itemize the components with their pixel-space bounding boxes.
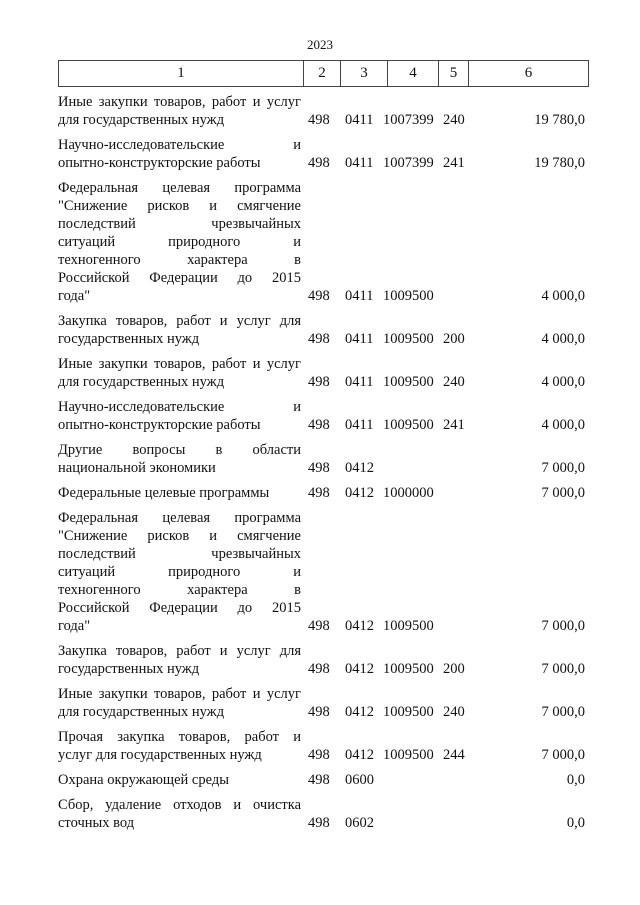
description-line: государственных нужд — [58, 661, 200, 677]
cell-c2: 498 — [308, 704, 330, 720]
cell-c6: 0,0 — [566, 772, 585, 788]
cell-c2: 498 — [308, 772, 330, 788]
cell-c4: 1009500 — [383, 747, 434, 763]
cell-c4: 1009500 — [383, 661, 434, 677]
cell-c3: 0412 — [345, 460, 374, 476]
row-description — [58, 728, 301, 764]
cell-c6: 7 000,0 — [541, 460, 585, 476]
row-description — [58, 93, 301, 129]
table-row — [0, 136, 640, 179]
cell-c6: 7 000,0 — [541, 485, 585, 501]
table-row — [0, 93, 640, 136]
cell-c3: 0411 — [345, 331, 374, 347]
cell-c3: 0412 — [345, 661, 374, 677]
description-line: Прочая закупка товаров, работ и — [58, 729, 301, 745]
cell-c6: 0,0 — [566, 815, 585, 831]
cell-c6: 7 000,0 — [541, 704, 585, 720]
row-description — [58, 398, 301, 434]
row-description — [58, 642, 301, 678]
cell-c6: 19 780,0 — [534, 112, 585, 128]
table-row — [0, 771, 640, 796]
cell-c5: 200 — [443, 661, 465, 677]
cell-c3: 0411 — [345, 155, 374, 171]
cell-c4: 1009500 — [383, 704, 434, 720]
description-line: для государственных нужд — [58, 704, 225, 720]
row-description — [58, 484, 301, 502]
row-description — [58, 441, 301, 477]
description-line: ситуаций природного и — [58, 564, 301, 580]
description-line: года" — [58, 618, 91, 634]
table-row — [0, 484, 640, 509]
table-row — [0, 509, 640, 642]
description-line: сточных вод — [58, 815, 135, 831]
header-col-6: 6 — [524, 65, 533, 81]
description-line: Другие вопросы в области — [58, 442, 301, 458]
cell-c2: 498 — [308, 417, 330, 433]
cell-c6: 4 000,0 — [541, 417, 585, 433]
table-row — [0, 312, 640, 355]
cell-c2: 498 — [308, 331, 330, 347]
header-col-1: 1 — [59, 61, 304, 86]
description-line: Иные закупки товаров, работ и услуг — [58, 356, 301, 372]
cell-c6: 4 000,0 — [541, 331, 585, 347]
description-line: Закупка товаров, работ и услуг для — [58, 643, 301, 659]
table-row — [0, 398, 640, 441]
cell-c3: 0600 — [345, 772, 374, 788]
cell-c4: 1007399 — [383, 155, 434, 171]
row-description — [58, 136, 301, 172]
cell-c6: 7 000,0 — [541, 618, 585, 634]
cell-c3: 0411 — [345, 112, 374, 128]
description-line: Федеральная целевая программа — [58, 180, 301, 196]
cell-c4: 1000000 — [383, 485, 434, 501]
cell-c3: 0412 — [345, 618, 374, 634]
cell-c2: 498 — [308, 815, 330, 831]
cell-c6: 7 000,0 — [541, 747, 585, 763]
description-line: Федеральные целевые программы — [58, 485, 270, 501]
description-line: Российской Федерации до 2015 — [58, 270, 301, 286]
cell-c3: 0412 — [345, 485, 374, 501]
description-line: для государственных нужд — [58, 374, 225, 390]
table-body — [0, 93, 640, 839]
description-line: Иные закупки товаров, работ и услуг — [58, 686, 301, 702]
row-description — [58, 796, 301, 832]
cell-c5: 240 — [443, 704, 465, 720]
description-line: опытно-конструкторские работы — [58, 417, 261, 433]
cell-c2: 498 — [308, 460, 330, 476]
cell-c5: 240 — [443, 374, 465, 390]
cell-c2: 498 — [308, 485, 330, 501]
cell-c5: 240 — [443, 112, 465, 128]
cell-c3: 0411 — [345, 374, 374, 390]
header-col-3: 3 — [341, 61, 388, 86]
table-row — [0, 441, 640, 484]
cell-c5: 200 — [443, 331, 465, 347]
description-line: государственных нужд — [58, 331, 200, 347]
cell-c3: 0411 — [345, 417, 374, 433]
description-line: техногенного характера в — [58, 252, 301, 268]
description-line: Научно-исследовательские и — [58, 137, 301, 153]
description-line: Сбор, удаление отходов и очистка — [58, 797, 301, 813]
cell-c4: 1009500 — [383, 417, 434, 433]
cell-c6: 7 000,0 — [541, 661, 585, 677]
description-line: "Снижение рисков и смягчение — [58, 198, 301, 214]
table-row — [0, 685, 640, 728]
description-line: года" — [58, 288, 91, 304]
description-line: Федеральная целевая программа — [58, 510, 301, 526]
cell-c6: 4 000,0 — [541, 288, 585, 304]
description-line: услуг для государственных нужд — [58, 747, 262, 763]
cell-c2: 498 — [308, 618, 330, 634]
table-header — [58, 60, 589, 87]
cell-c3: 0412 — [345, 704, 374, 720]
description-line: опытно-конструкторские работы — [58, 155, 261, 171]
cell-c2: 498 — [308, 288, 330, 304]
year-label: 2023 — [307, 37, 333, 52]
description-line: Российской Федерации до 2015 — [58, 600, 301, 616]
row-description — [58, 509, 301, 635]
cell-c2: 498 — [308, 374, 330, 390]
table-row — [0, 355, 640, 398]
description-line: национальной экономики — [58, 460, 216, 476]
cell-c3: 0602 — [345, 815, 374, 831]
header-col-2: 2 — [304, 61, 341, 86]
description-line: Закупка товаров, работ и услуг для — [58, 313, 301, 329]
cell-c4: 1009500 — [383, 618, 434, 634]
row-description — [58, 771, 301, 789]
description-line: техногенного характера в — [58, 582, 301, 598]
table-row — [0, 796, 640, 839]
row-description — [58, 179, 301, 305]
table-row — [0, 728, 640, 771]
cell-c6: 4 000,0 — [541, 374, 585, 390]
description-line: последствий чрезвычайных — [58, 216, 301, 232]
table-row — [0, 179, 640, 312]
cell-c4: 1009500 — [383, 288, 434, 304]
table-row — [0, 642, 640, 685]
row-description — [58, 312, 301, 348]
cell-c6: 19 780,0 — [534, 155, 585, 171]
cell-c2: 498 — [308, 112, 330, 128]
cell-c4: 1007399 — [383, 112, 434, 128]
header-col-4: 4 — [388, 61, 439, 86]
cell-c4: 1009500 — [383, 374, 434, 390]
row-description — [58, 685, 301, 721]
description-line: "Снижение рисков и смягчение — [58, 528, 301, 544]
cell-c5: 241 — [443, 155, 465, 171]
cell-c5: 241 — [443, 417, 465, 433]
description-line: Научно-исследовательские и — [58, 399, 301, 415]
cell-c3: 0412 — [345, 747, 374, 763]
cell-c2: 498 — [308, 747, 330, 763]
row-description — [58, 355, 301, 391]
description-line: Охрана окружающей среды — [58, 772, 229, 788]
cell-c4: 1009500 — [383, 331, 434, 347]
description-line: последствий чрезвычайных — [58, 546, 301, 562]
description-line: ситуаций природного и — [58, 234, 301, 250]
cell-c3: 0411 — [345, 288, 374, 304]
description-line: Иные закупки товаров, работ и услуг — [58, 94, 301, 110]
header-col-5: 5 — [439, 61, 469, 86]
cell-c2: 498 — [308, 155, 330, 171]
description-line: для государственных нужд — [58, 112, 225, 128]
cell-c2: 498 — [308, 661, 330, 677]
cell-c5: 244 — [443, 747, 465, 763]
